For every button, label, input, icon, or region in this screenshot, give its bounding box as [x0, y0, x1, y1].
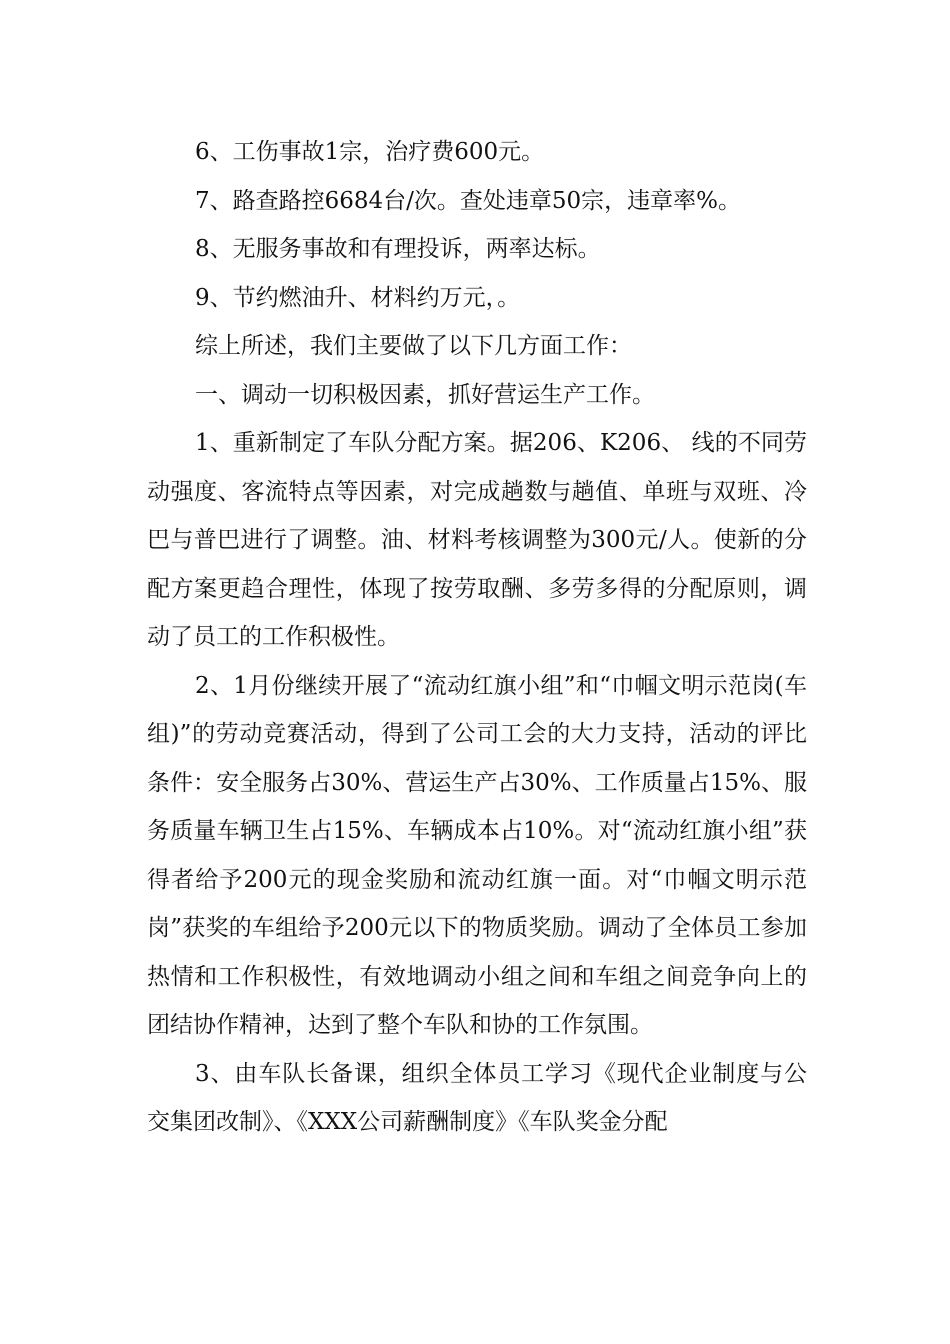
paragraph-item-6-injury: 6、工伤事故1宗，治疗费600元。	[195, 139, 545, 165]
paragraph-summary: 综上所述，我们主要做了以下几方面工作：	[195, 333, 632, 359]
paragraph-item-8-service: 8、无服务事故和有理投诉，两率达标。	[195, 236, 601, 262]
paragraph-item-7-road-check: 7、路查路控6684台/次。查处违章50宗，违章率%。	[195, 187, 742, 214]
paragraph-study-session: 3、由车队长备课，组织全体员工学习《现代企业制度与公交集团改制》、《XXX公司薪酬制度》《车队奖金分配	[147, 1060, 807, 1135]
document-page	[147, 128, 807, 1147]
section-heading-one: 一、调动一切积极因素，抓好营运生产工作。	[195, 381, 655, 408]
paragraph-labor-competition: 2、1月份继续开展了“流动红旗小组”和“巾帼文明示范岗(车组)”的劳动竞赛活动，得到了公司工会的大力支持，活动的评比条件：安全服务占30%、营运生产占30%、工作质量占15%、服务质量车辆卫生占15%、车辆成本占10%。对“流动红旗小组”获得者给予200元的现金奖励和流动红旗一面。对“巾帼文明示范岗”获奖的车组给予200元以下的物质奖励。调动了全体员工参加热情和工作积极性，有效地调动小组之间和车组之间竞争向上的团结协作精神，达到了整个车队和协的工作氛围。	[147, 672, 807, 1038]
paragraph-distribution-plan: 1、重新制定了车队分配方案。据206、K206、 线的不同劳动强度、客流特点等因素，对完成趟数与趟值、单班与双班、冷巴与普巴进行了调整。油、材料考核调整为300元/人。使新的分配方案更趋合理性，体现了按劳取酬、多劳多得的分配原则，调动了员工的工作积极性。	[147, 430, 807, 650]
paragraph-item-9-savings: 9、节约燃油升、材料约万元，。	[195, 284, 521, 311]
